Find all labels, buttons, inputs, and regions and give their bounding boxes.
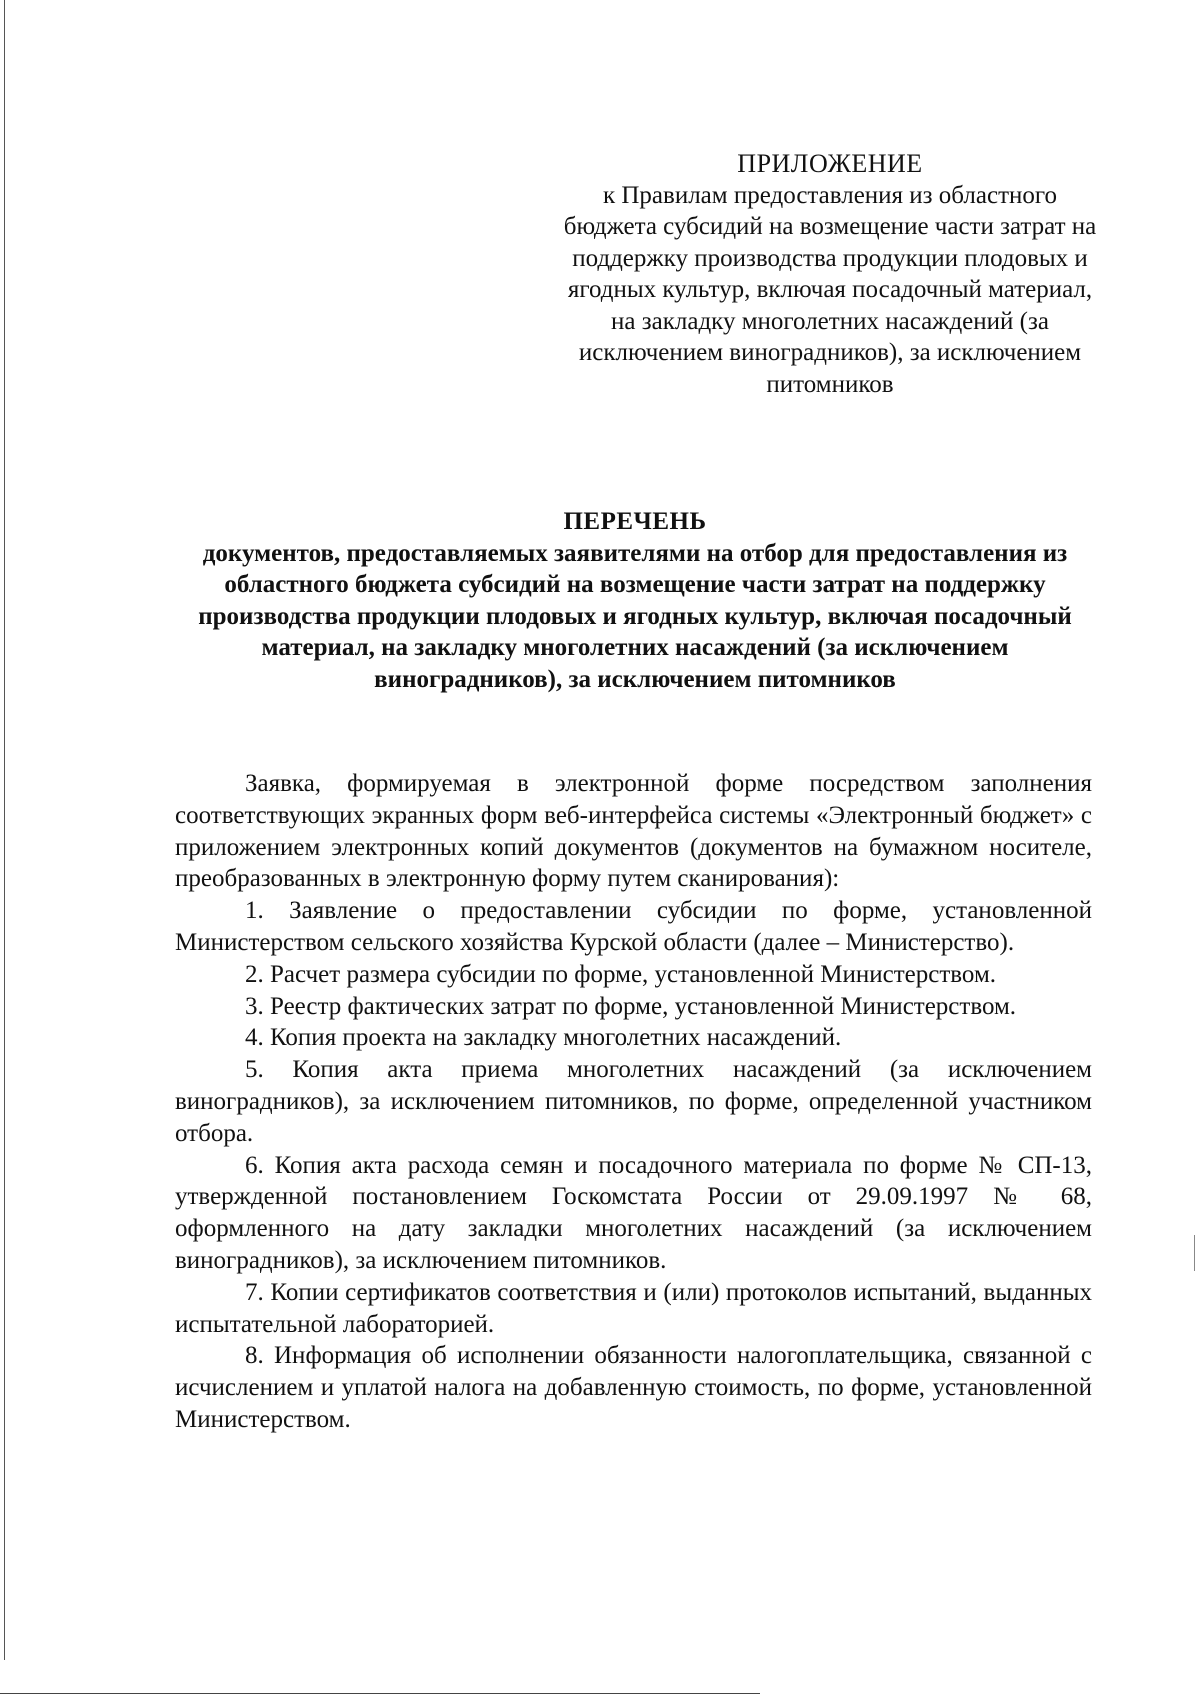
document-subheading: документов, предоставляемых заявителями на отбор для предоставления из областного бюджета субсидий на возмещение части затрат на поддержку производства продукции плодовых и ягодных культур, включая посадочный материал, на закладку многолетних насаждений (за исключением виноградников), за исключением питомников bbox=[198, 539, 1072, 693]
document-body bbox=[175, 768, 1092, 1436]
scan-right-mark bbox=[1194, 1235, 1195, 1271]
document-heading: ПЕРЕЧЕНЬ bbox=[563, 508, 707, 535]
scan-left-edge bbox=[4, 0, 5, 1660]
appendix-block bbox=[560, 148, 1100, 400]
list-item: 8. Информация об исполнении обязанности налогоплательщика, связанной с исчислением и уплатой налога на добавленную стоимость, по форме, установленной Министерством. bbox=[175, 1342, 1092, 1433]
appendix-subtitle: к Правилам предоставления из областного бюджета субсидий на возмещение части затрат на поддержку производства продукции плодовых и ягодных культур, включая посадочный материал, на закладку многолетних насаждений (за исключением виноградников), за исключением питомников bbox=[563, 181, 1097, 398]
appendix-title: ПРИЛОЖЕНИЕ bbox=[737, 149, 923, 178]
list-item: 1. Заявление о предоставлении субсидии по форме, установленной Министерством сельского хозяйства Курской области (далее – Министерство). bbox=[175, 897, 1092, 956]
list-item: 4. Копия проекта на закладку многолетних насаждений. bbox=[245, 1024, 842, 1052]
scan-bottom-line bbox=[0, 1693, 760, 1694]
list-item: 3. Реестр фактических затрат по форме, установленной Министерством. bbox=[245, 992, 1017, 1020]
list-item: 7. Копии сертификатов соответствия и (или) протоколов испытаний, выданных испытательной лабораторией. bbox=[175, 1278, 1092, 1338]
list-item: 6. Копия акта расхода семян и посадочного материала по форме № СП-13, утвержденной постановлением Госкомстата России от 29.09.1997 № 68, оформленного на дату закладки многолетних насаждений (за исключением виноградников), за исключением питомников. bbox=[175, 1151, 1092, 1274]
list-item: 2. Расчет размера субсидии по форме, установленной Министерством. bbox=[245, 960, 997, 988]
document-title-block bbox=[175, 506, 1095, 695]
intro-paragraph: Заявка, формируемая в электронной форме посредством заполнения соответствующих экранных форм веб-интерфейса системы «Электронный бюджет» с приложением электронных копий документов (документов на бумажном носителе, преобразованных в электронную форму путем сканирования): bbox=[175, 770, 1092, 893]
list-item: 5. Копия акта приема многолетних насаждений (за исключением виноградников), за исключением питомников, по форме, определенной участником отбора. bbox=[175, 1056, 1092, 1147]
